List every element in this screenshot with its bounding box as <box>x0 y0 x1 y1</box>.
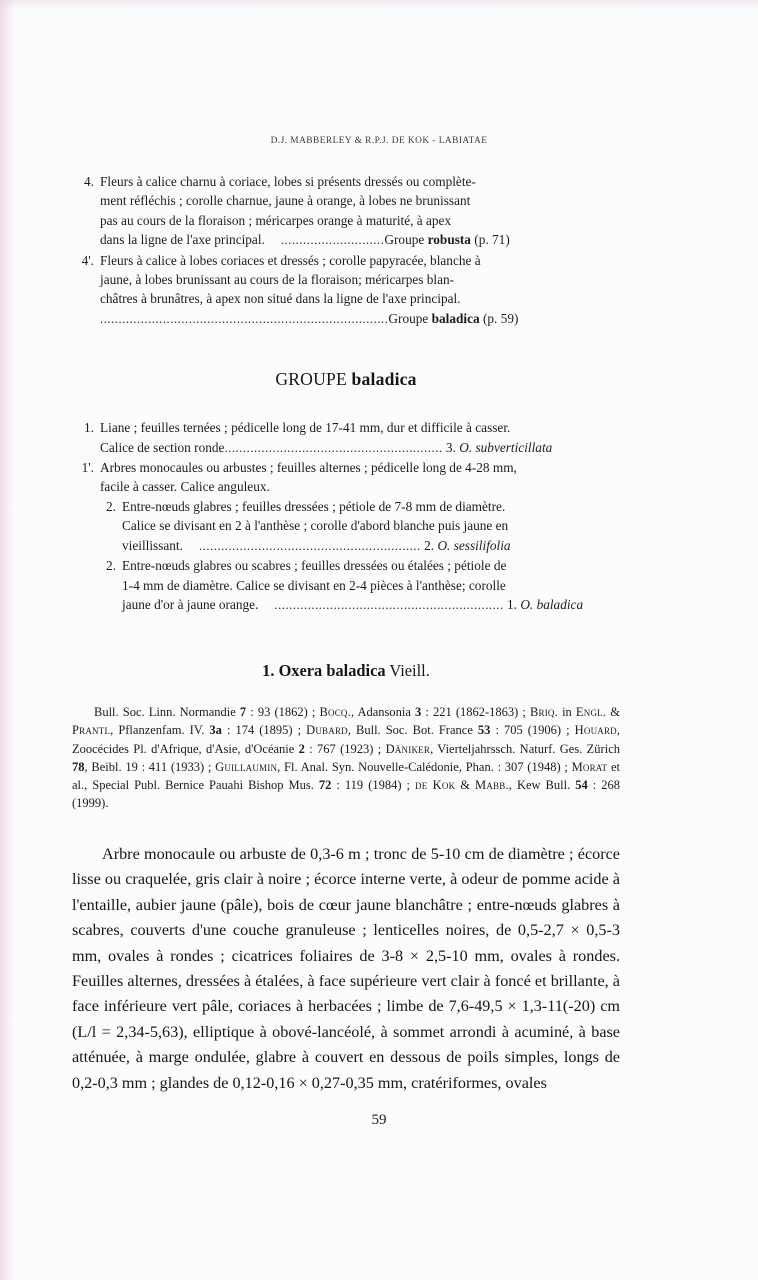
citation-text: : 93 (1862) ; <box>246 705 320 720</box>
key-number: 4. <box>84 174 94 189</box>
page-number: 59 <box>371 1112 387 1128</box>
key-result-page: (p. 71) <box>470 232 510 248</box>
key-result-prefix: Groupe <box>388 310 432 326</box>
key-couplet-2-prime <box>94 556 620 615</box>
citation-author: Dubard <box>306 723 348 738</box>
group-heading-word: GROUPE <box>275 369 352 390</box>
citation-volume: 78 <box>72 759 85 774</box>
citation-text: , Kew Bull. <box>508 777 576 792</box>
citation-block <box>72 703 620 812</box>
key-result-species: O. sessilifolia <box>437 537 511 553</box>
key-line-text: jaune d'or à jaune orange. <box>122 596 259 612</box>
key-line-text: dans la ligne de l'axe principal. <box>100 232 265 248</box>
key-result-name: baladica <box>431 310 480 326</box>
citation-author: Prantl <box>72 723 111 738</box>
group-heading <box>72 369 620 390</box>
citation-author: de Kok <box>415 777 456 792</box>
key-line: châtres à brunâtres, à apex non situé dans la ligne de l'axe principal. <box>100 291 461 307</box>
key-line: Entre-nœuds glabres ou scabres ; feuilles dressées ou étalées ; pétiole de <box>122 558 507 574</box>
key-result-page: (p. 59) <box>479 310 519 326</box>
citation-volume: 3a <box>209 723 222 738</box>
citation-text: : 221 (1862-1863) ; <box>421 705 530 720</box>
key-line: facile à casser. Calice anguleux. <box>100 479 270 495</box>
key-result-number: 2. <box>420 537 438 553</box>
dot-leader: ............................................................ <box>198 538 421 553</box>
key-number: 4'. <box>81 252 94 268</box>
key-text <box>122 556 620 615</box>
citation-text: , Beibl. 19 : 411 (1933) ; <box>84 759 216 774</box>
key-line: Arbres monocaules ou arbustes ; feuilles alternes ; pédicelle long de 4-28 mm, <box>100 460 517 476</box>
citation-author: Däniker <box>385 741 431 756</box>
citation-text: , Pflanzenfam. IV. <box>110 723 210 738</box>
key-couplet-1-prime <box>72 458 620 497</box>
key-text <box>100 172 620 251</box>
citation-volume: 7 <box>239 705 247 720</box>
citation-text: , Vierteljahrssch. Naturf. Ges. Zürich <box>430 741 620 756</box>
citation-author: Guillaumin <box>215 759 278 774</box>
citation-author: Engl. <box>575 705 607 720</box>
key-couplet-4 <box>72 172 620 251</box>
key-text <box>100 418 620 458</box>
citation-author: Briq. <box>530 705 558 720</box>
key-line-text: Calice de section ronde <box>100 439 225 455</box>
citation-text: : 767 (1923) ; <box>304 741 386 756</box>
key-result-species: O. subverticillata <box>459 439 553 455</box>
citation-text: in <box>557 705 576 720</box>
citation-text: : 705 (1906) ; <box>490 723 575 738</box>
dot-leader: .............................................................. <box>274 597 504 612</box>
key-line: jaune, à lobes brunissant au cours de la floraison; méricarpes blan- <box>100 272 455 288</box>
citation-text: , Zoocécides Pl. d'Afrique, d'Asie, d'Océanie <box>72 723 620 756</box>
dot-leader: ............................ <box>280 233 385 248</box>
key-number: 2. <box>106 498 116 514</box>
citation-volume: 3 <box>415 705 422 720</box>
citation-volume: 54 <box>575 777 588 792</box>
key-line: Liane ; feuilles ternées ; pédicelle long de 17-41 mm, dur et difficile à casser. <box>100 420 511 436</box>
key-line-result <box>122 595 620 615</box>
key-line: ment réfléchis ; corolle charnue, jaune à orange, à lobes ne brunissant <box>100 193 471 209</box>
key-line: pas au cours de la floraison ; méricarpes orange à maturité, à apex <box>100 212 452 228</box>
species-heading <box>72 661 620 681</box>
dot-leader: .............................................................................. <box>100 311 389 326</box>
species-author: Vieill. <box>389 661 430 681</box>
key-number: 2. <box>106 558 116 574</box>
key-line: Fleurs à calice à lobes coriaces et dressés ; corolle papyracée, blanche à <box>100 252 481 268</box>
key-line: Fleurs à calice charnu à coriace, lobes si présents dressés ou complète- <box>100 174 476 189</box>
citation-text: & <box>606 705 620 720</box>
group-heading-name: baladica <box>351 369 417 390</box>
key-text <box>122 497 620 556</box>
key-number: 1. <box>84 420 94 436</box>
key-result-prefix: Groupe <box>384 232 428 248</box>
key-line: Calice se divisant en 2 à l'anthèse ; corolle d'abord blanche puis jaune en <box>122 518 509 534</box>
citation-text: et al., Special Publ. Bernice Pauahi Bishop Mus. <box>72 759 620 792</box>
dot-leader: ........................................................... <box>224 440 443 455</box>
citation-author: Bocq. <box>319 705 351 720</box>
citation-text: & <box>455 777 476 792</box>
running-head: D.J. MABBERLEY & R.P.J. DE KOK - LABIATAE <box>270 136 488 146</box>
description-paragraph: Arbre monocaule ou arbuste de 0,3-6 m ; tronc de 5-10 cm de diamètre ; écorce lisse ou craquelée, gris clair à noire ; écorce interne verte, à odeur de pomme acide à l'entaille, aubier jaune (pâle), bois de cœur jaune blanchâtre ; entre-nœuds glabres à scabres, couverts d'une couche granuleuse ; lenticelles noires, de 0,5-2,7 × 0,5-3 mm, ovales à rondes ; cicatrices foliaires de 3-8 × 2,5-10 mm, ovales à rondes. Feuilles alternes, dressées à étalées, à face supérieure vert clair à foncé et brillante, à face inférieure vert pâle, coriaces à herbacées ; limbe de 7,6-49,5 × 1,3-11(-20) cm (L/l = 2,34-5,63), elliptique à obové-lancéolé, à sommet arrondi à acuminé, à base atténuée, à marge ondulée, glabre à couvert en dessous de poils simples, longs de 0,2-0,3 mm ; glandes de 0,12-0,16 × 0,27-0,35 mm, cratériformes, ovales <box>72 844 620 1092</box>
species-number: 1. <box>262 661 275 681</box>
citation-volume: 2 <box>298 741 305 756</box>
citation-author: Mabb. <box>475 777 509 792</box>
key-couplet-1 <box>72 418 620 458</box>
key-couplet-2 <box>94 497 620 556</box>
key-top <box>72 172 620 329</box>
key-line-result <box>122 536 620 556</box>
key-text <box>100 251 620 330</box>
key-result-number: 3. <box>442 439 460 455</box>
key-line-result <box>100 309 620 329</box>
key-text <box>100 458 620 497</box>
citation-text: : 268 (1999). <box>72 777 620 810</box>
key-line-result <box>100 438 620 458</box>
citation-text: : 119 (1984) ; <box>331 777 416 792</box>
key-line-result <box>100 230 620 250</box>
citation-text: , Bull. Soc. Bot. France <box>347 723 478 738</box>
citation-text: , Adansonia <box>350 705 416 720</box>
key-result-species: O. baladica <box>520 596 584 612</box>
key-couplet-4-prime <box>72 251 620 330</box>
key-line-text: vieillissant. <box>122 537 183 553</box>
citation-text: : 174 (1895) ; <box>221 723 307 738</box>
citation-volume: 72 <box>318 777 332 792</box>
key-line: Entre-nœuds glabres ; feuilles dressées ; pétiole de 7-8 mm de diamètre. <box>122 498 506 514</box>
page-content <box>72 172 620 1096</box>
citation-text: , Fl. Anal. Syn. Nouvelle-Calédonie, Phan. : 307 (1948) ; <box>277 759 572 774</box>
key-group <box>72 418 620 615</box>
key-result-name: robusta <box>427 232 471 248</box>
citation-author: Houard <box>574 723 617 738</box>
key-number: 1'. <box>81 460 94 476</box>
key-line: 1-4 mm de diamètre. Calice se divisant en 2-4 pièces à l'anthèse; corolle <box>122 577 506 593</box>
citation-author: Morat <box>571 759 608 774</box>
citation-text: Bull. Soc. Linn. Normandie <box>94 705 240 720</box>
key-result-number: 1. <box>503 596 521 612</box>
citation-volume: 53 <box>477 723 491 738</box>
species-name: Oxera baladica <box>278 661 386 681</box>
